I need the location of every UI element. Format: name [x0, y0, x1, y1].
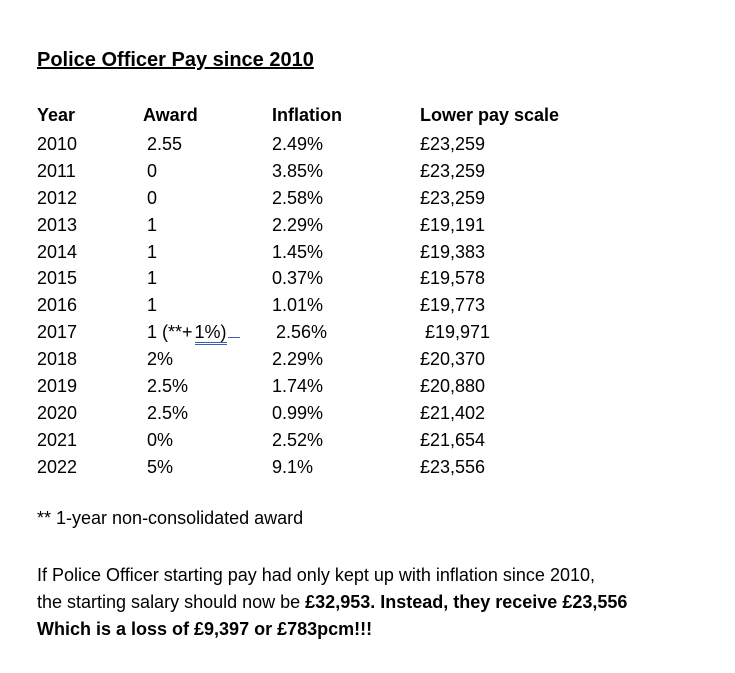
award-value: 0%	[147, 429, 174, 450]
cell-inflation: 2.52%	[272, 429, 324, 450]
cell-year: 2010	[37, 134, 78, 154]
cell-award	[147, 346, 173, 373]
document-title: Police Officer Pay since 2010	[37, 49, 314, 71]
header-inflation: Inflation	[272, 105, 342, 125]
award-value: 1	[147, 268, 158, 289]
footnote: ** 1-year non-consolidated award	[37, 508, 304, 528]
award-value: 2.5%	[147, 402, 189, 423]
award-value: 2.55	[147, 134, 183, 154]
cell-inflation: 1.01%	[272, 295, 324, 316]
table-row	[0, 427, 735, 454]
cell-inflation: 1.74%	[272, 376, 324, 397]
cell-award	[147, 319, 240, 346]
cell-lower-pay-scale: £19,191	[420, 214, 486, 235]
header-year: Year	[37, 105, 76, 125]
cell-inflation: 0.99%	[272, 402, 324, 423]
cell-lower-pay-scale: £23,259	[420, 187, 486, 208]
cell-inflation: 2.29%	[272, 349, 324, 370]
conclusion-line-2-text: the starting salary should now be	[37, 592, 306, 612]
award-value: 5%	[147, 456, 174, 477]
cell-lower-pay-scale: £21,654	[420, 429, 486, 450]
cell-award	[147, 212, 157, 239]
cell-lower-pay-scale: £19,773	[420, 295, 486, 316]
cell-inflation: 2.29%	[272, 214, 324, 235]
cell-award	[147, 454, 173, 481]
cell-year: 2019	[37, 376, 78, 397]
cell-inflation: 0.37%	[272, 268, 324, 289]
cell-year: 2022	[37, 456, 78, 477]
award-value: 1	[147, 241, 158, 262]
header-award: Award	[143, 105, 198, 125]
table-row	[0, 319, 735, 346]
table-row	[0, 292, 735, 319]
cell-inflation: 2.58%	[272, 187, 324, 208]
cell-inflation: 3.85%	[272, 160, 324, 181]
table-row	[0, 454, 735, 481]
cell-year: 2020	[37, 402, 78, 423]
table-row	[0, 158, 735, 185]
table-row	[0, 373, 735, 400]
cell-lower-pay-scale: £20,370	[420, 349, 486, 370]
cell-lower-pay-scale: £21,402	[420, 402, 486, 423]
award-note: 1%)	[195, 322, 227, 345]
cell-inflation: 1.45%	[272, 241, 324, 262]
cell-award	[147, 400, 188, 427]
award-value: 0	[147, 160, 158, 181]
cell-year: 2017	[37, 322, 78, 343]
cell-lower-pay-scale: £19,578	[420, 268, 486, 289]
conclusion-line-1: If Police Officer starting pay had only kept up with inflation since 2010,	[37, 565, 595, 585]
cell-year: 2011	[37, 160, 76, 181]
header-lower-pay-scale: Lower pay scale	[420, 105, 560, 125]
award-value: 1	[147, 295, 158, 316]
cell-inflation: 2.49%	[272, 134, 324, 154]
table-row	[0, 212, 735, 239]
cell-lower-pay-scale: £23,259	[420, 160, 486, 181]
cell-award	[147, 265, 157, 292]
cell-award	[147, 185, 157, 212]
award-value: 2%	[147, 349, 174, 370]
conclusion-line-2	[37, 589, 717, 616]
conclusion-paragraph	[37, 562, 717, 643]
table-row	[0, 346, 735, 373]
cell-award	[147, 292, 157, 319]
conclusion-line-3: Which is a loss of £9,397 or £783pcm!!!	[37, 619, 373, 639]
cell-award	[147, 373, 188, 400]
cell-inflation: 2.56%	[276, 322, 328, 343]
cell-lower-pay-scale: £19,383	[420, 241, 486, 262]
table-row	[0, 185, 735, 212]
cell-award	[147, 239, 157, 266]
award-value: 2.5%	[147, 376, 189, 397]
cell-lower-pay-scale: £19,971	[425, 322, 491, 343]
cell-lower-pay-scale: £23,556	[420, 456, 486, 477]
cell-year: 2018	[37, 349, 78, 370]
cell-lower-pay-scale: £23,259	[420, 134, 486, 154]
cell-lower-pay-scale: £20,880	[420, 376, 486, 397]
cell-year: 2012	[37, 187, 78, 208]
cell-year: 2021	[37, 429, 78, 450]
table-row	[0, 239, 735, 266]
table-row	[0, 131, 735, 158]
conclusion-line-2-bold: £32,953. Instead, they receive £23,556	[305, 592, 628, 612]
award-value: 0	[147, 187, 158, 208]
award-value: 1 (**+	[147, 322, 193, 343]
table-row	[0, 265, 735, 292]
cell-inflation: 9.1%	[272, 456, 314, 477]
cell-award	[147, 131, 182, 158]
pay-table	[0, 131, 735, 481]
cell-year: 2016	[37, 295, 78, 316]
cell-year: 2015	[37, 268, 78, 289]
cell-award	[147, 158, 157, 185]
award-value: 1	[147, 214, 158, 235]
cell-award	[147, 427, 173, 454]
spellcheck-underline	[228, 336, 240, 338]
cell-year: 2013	[37, 214, 78, 235]
table-row	[0, 400, 735, 427]
cell-year: 2014	[37, 241, 78, 262]
